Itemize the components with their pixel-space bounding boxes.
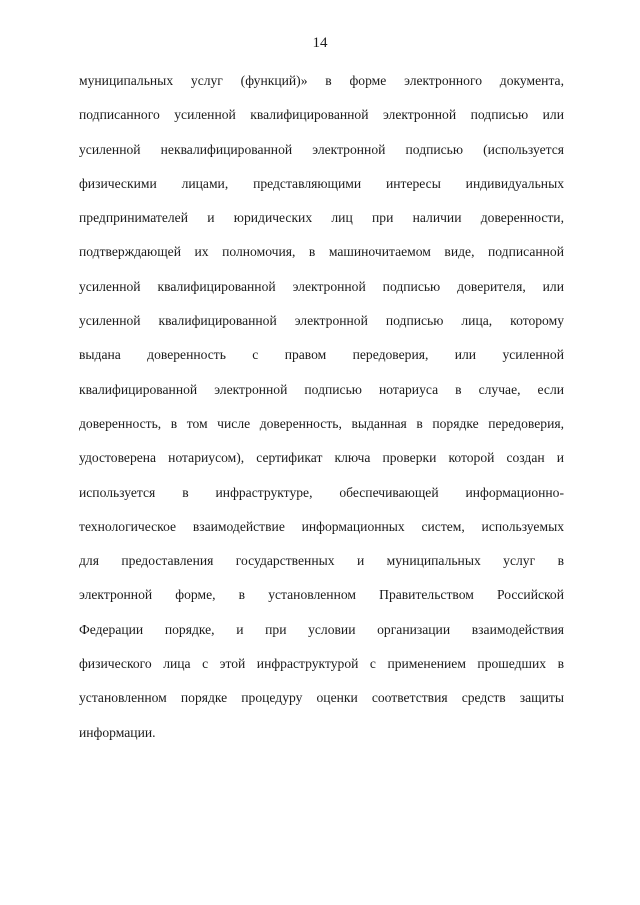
- text-line: технологическое взаимодействие информационных систем, используемых: [79, 518, 564, 534]
- text-line: предпринимателей и юридических лиц при наличии доверенности,: [79, 210, 564, 226]
- text-line: доверенность, в том числе доверенность, выданная в порядке передоверия,: [79, 415, 564, 431]
- text-line: удостоверена нотариусом), сертификат ключа проверки которой создан и: [79, 450, 564, 466]
- text-line-last: информации.: [79, 724, 156, 740]
- text-line: физического лица с этой инфраструктурой с применением прошедших в: [79, 656, 564, 672]
- text-line: усиленной квалифицированной электронной подписью лица, которому: [79, 313, 564, 329]
- text-line: для предоставления государственных и муниципальных услуг в: [79, 553, 564, 569]
- text-line: усиленной неквалифицированной электронной подписью (используется: [79, 141, 564, 157]
- text-line: подписанного усиленной квалифицированной электронной подписью или: [79, 107, 564, 123]
- text-line: физическими лицами, представляющими интересы индивидуальных: [79, 175, 564, 191]
- text-line: подтверждающей их полномочия, в машиночитаемом виде, подписанной: [79, 244, 564, 260]
- text-line: квалифицированной электронной подписью нотариуса в случае, если: [79, 381, 564, 397]
- text-line: установленном порядке процедуру оценки соответствия средств защиты: [79, 690, 564, 706]
- text-line: усиленной квалифицированной электронной подписью доверителя, или: [79, 278, 564, 294]
- text-line: выдана доверенность с правом передоверия, или усиленной: [79, 347, 564, 363]
- text-line: муниципальных услуг (функций)» в форме электронного документа,: [79, 73, 564, 88]
- text-line: используется в инфраструктуре, обеспечивающей информационно-: [79, 484, 564, 500]
- text-line: Федерации порядке, и при условии организации взаимодействия: [79, 621, 564, 637]
- text-line: электронной форме, в установленном Правительством Российской: [79, 587, 564, 603]
- body-paragraph: [79, 64, 564, 750]
- page-number: 14: [312, 35, 328, 51]
